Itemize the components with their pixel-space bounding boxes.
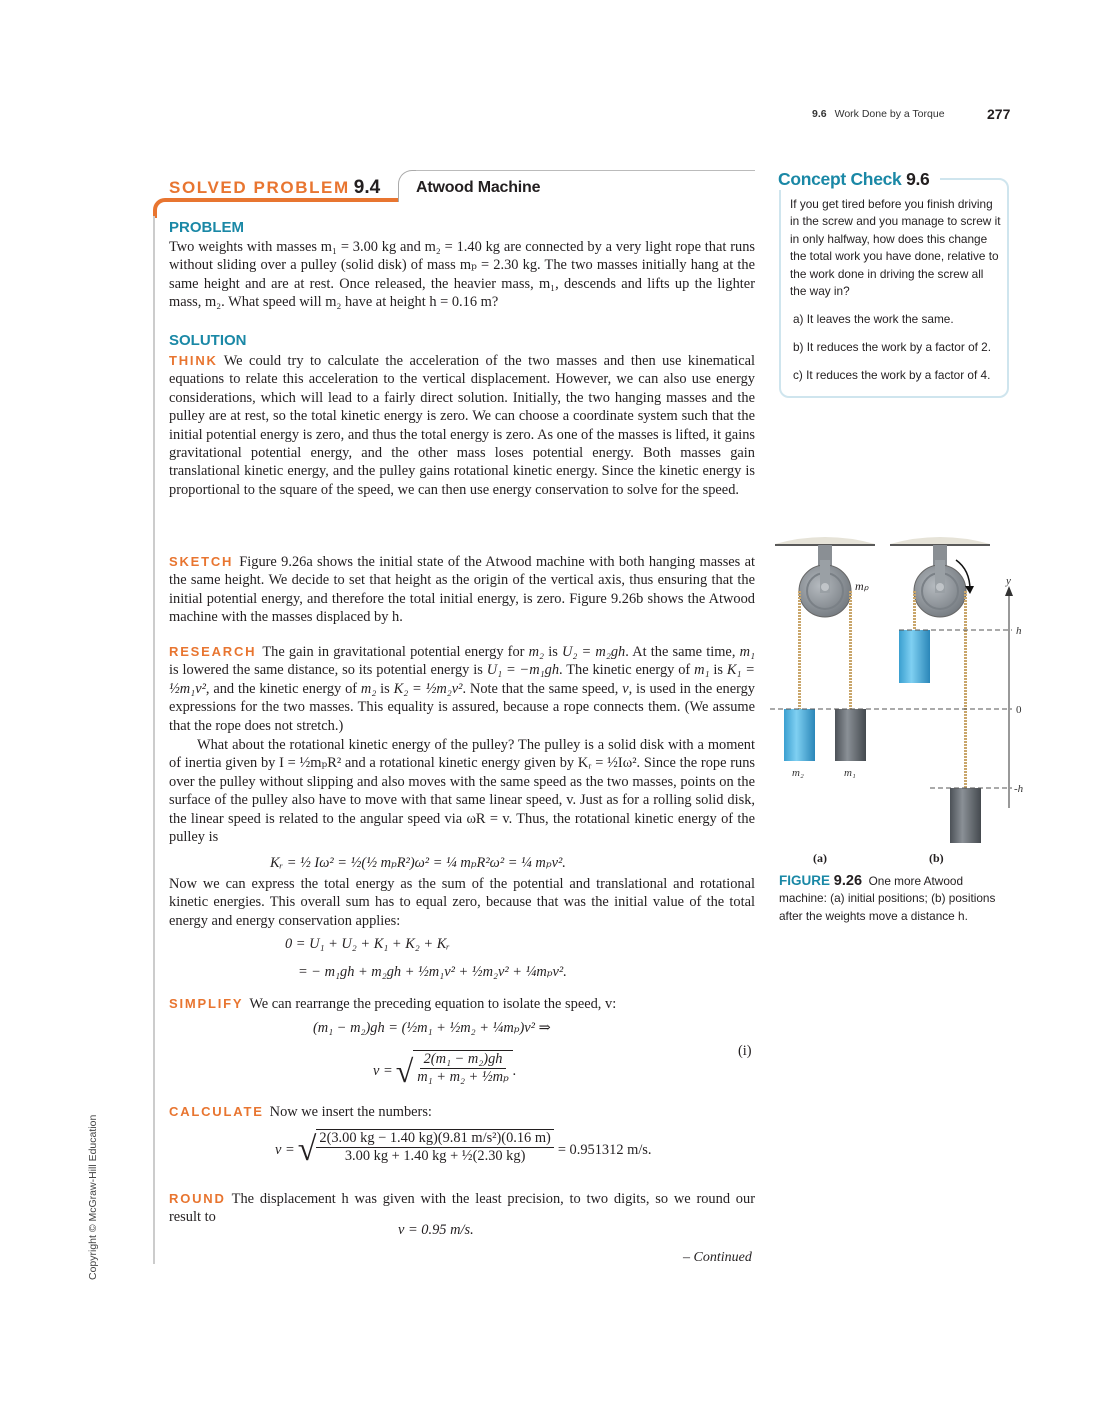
research-text: . At the same time, bbox=[625, 644, 740, 660]
think-paragraph bbox=[169, 352, 755, 499]
problem-text: Two weights with masses m₁ = 3.00 kg and m₂ = 1.40 kg are connected by a very light rope that runs without sliding over a pulley (solid disk) of mass mₚ = 2.30 kg. The two masses initially hang at the same height and are at rest. Once released, the heavier mass, m₁, descends and lifts up the lighter mass, m₂. What speed will m₂ have at height h = 0.16 m? bbox=[169, 239, 755, 311]
atwood-machine-figure bbox=[770, 530, 1040, 850]
math: m₂ bbox=[360, 680, 377, 697]
concept-check-option-c: c) It reduces the work by a factor of 4. bbox=[793, 368, 991, 382]
math: U₂ = m₂gh bbox=[561, 644, 626, 660]
running-header bbox=[812, 108, 945, 120]
math: m₁ bbox=[739, 644, 755, 660]
label-m2: m₂ bbox=[792, 767, 804, 779]
ceiling-a bbox=[775, 537, 875, 544]
fraction-denominator: m₁ + m₂ + ½mₚ bbox=[417, 1069, 509, 1085]
banner-top-rule bbox=[412, 170, 755, 171]
math: m₂ bbox=[528, 644, 545, 660]
concept-check-question: If you get tired before you finish driving in the screw and you manage to screw it in only halfway, how does this change the total work you have done, relative to the work done in driving the screw all the way in? bbox=[790, 197, 1001, 299]
solved-problem-title: Atwood Machine bbox=[416, 179, 541, 196]
equation-energy-sum-2: = − m₁gh + m₂gh + ½m₁v² + ½m₂v² + ¼mₚv². bbox=[298, 964, 567, 980]
solved-problem-number: 9.4 bbox=[353, 177, 381, 198]
tick-label-zero: 0 bbox=[1016, 704, 1022, 716]
panel-a bbox=[775, 537, 875, 779]
round-label: ROUND bbox=[169, 1191, 226, 1206]
banner-tab-curve bbox=[398, 170, 416, 202]
equation-rotational-ke: Kᵣ = ½ Iω² = ½(½ mₚR²)ω² = ¼ mₚR²ω² = ¼ mₚv². bbox=[270, 855, 566, 871]
figure-number: 9.26 bbox=[833, 873, 863, 889]
research-paragraph-1 bbox=[169, 643, 755, 735]
solved-problem-label-text: SOLVED PROBLEM bbox=[169, 178, 350, 197]
period: . bbox=[512, 1062, 517, 1079]
equation-energy-sum-1: 0 = U₁ + U₂ + K₁ + K₂ + Kᵣ bbox=[285, 936, 450, 952]
equation-result: = 0.951312 m/s. bbox=[557, 1141, 652, 1158]
simplify-text: We can rearrange the preceding equation to isolate the speed, v: bbox=[249, 996, 617, 1012]
figure-caption-label bbox=[779, 873, 862, 888]
research-text: . Note that the same speed, bbox=[462, 680, 623, 697]
sketch-paragraph bbox=[169, 553, 755, 627]
mass-m2-a bbox=[784, 709, 815, 761]
math: m₁ bbox=[694, 662, 710, 679]
math: v bbox=[622, 680, 629, 697]
research-text: is bbox=[544, 644, 562, 660]
section-title: Work Done by a Torque bbox=[834, 108, 945, 120]
left-margin-rule bbox=[153, 216, 155, 1264]
solution-heading: SOLUTION bbox=[169, 332, 247, 349]
research-text: , and the kinetic energy of bbox=[205, 680, 361, 697]
solved-problem-label bbox=[169, 177, 380, 199]
math: U₁ = −m₁gh bbox=[486, 662, 560, 679]
sqrt-symbol: √ bbox=[297, 1131, 317, 1168]
calculate-label: CALCULATE bbox=[169, 1104, 264, 1119]
concept-check-title bbox=[778, 169, 940, 190]
problem-heading: PROBLEM bbox=[169, 219, 244, 236]
concept-check-label: Concept Check bbox=[778, 169, 902, 189]
page-number: 277 bbox=[987, 106, 1011, 122]
simplify-paragraph bbox=[169, 995, 755, 1013]
panel-b-label: (b) bbox=[929, 851, 944, 865]
equation-lhs: v = bbox=[275, 1141, 295, 1158]
continued-label: – Continued bbox=[683, 1250, 752, 1265]
concept-check-option-a: a) It leaves the work the same. bbox=[793, 312, 954, 326]
equation-calculate bbox=[275, 1130, 652, 1168]
research-text: , is used in the energy expressions for the two masses. This equality is assured, because a rope connects them. (We assume that the rope does not stretch.) bbox=[169, 680, 756, 734]
round-text: The displacement h was given with the least precision, to two digits, so we round our result to bbox=[169, 1191, 755, 1226]
think-label: THINK bbox=[169, 353, 218, 368]
research-paragraph-3: Now we can express the total energy as the sum of the potential and translational and rotational kinetic energies. This overall sum has to equal zero, because that was the initial value of the total energy and energy conservation applies: bbox=[169, 876, 755, 929]
research-text: is lowered the same distance, so its potential energy is bbox=[169, 662, 487, 679]
mass-m2-b bbox=[899, 630, 930, 683]
mass-m1-a bbox=[835, 709, 866, 761]
pulley-axle-a bbox=[821, 583, 829, 591]
research-label: RESEARCH bbox=[169, 644, 257, 659]
sketch-text: Figure 9.26a shows the initial state of the Atwood machine with both hanging masses at the same height. We decide to set that height as the origin of the vertical axis, thus ensuring that the initial potential energy, and therefore the total initial energy, is zero. Figure 9.26b shows the Atwood machine with the masses displaced by h. bbox=[169, 554, 755, 626]
research-text: is bbox=[709, 662, 727, 679]
sqrt-fraction bbox=[413, 1050, 513, 1086]
panel-a-label: (a) bbox=[813, 851, 827, 865]
equation-lhs: v = bbox=[373, 1062, 393, 1079]
equation-number: (i) bbox=[738, 1043, 752, 1059]
sqrt-fraction bbox=[316, 1129, 553, 1165]
y-axis-label: y bbox=[1006, 575, 1011, 587]
tick-label-h: h bbox=[1016, 625, 1022, 637]
section-number: 9.6 bbox=[812, 108, 827, 120]
mass-m1-b bbox=[950, 788, 981, 843]
research-text: The gain in gravitational potential energy for bbox=[262, 644, 529, 660]
simplify-label: SIMPLIFY bbox=[169, 996, 244, 1011]
research-text: . The kinetic energy of bbox=[559, 662, 695, 679]
think-text: We could try to calculate the acceleration of the two masses and then use kinematical equations to relate this acceleration to the vertical displacement. However, we can also use energy considerations, which will lead to a fairly direct solution. Initially, the two hanging masses and the pulley are at rest, so the total kinetic energy is zero. We can choose a coordinate system such that the initial potential energy is zero, and thus the total energy is zero. As one of the masses is lifted, it gains gravitational potential energy, and the other mass loses potential energy. Both masses gain translational kinetic energy, and the pulley gains rotational kinetic energy. Since the kinetic energy is proportional to the square of the speed, we can then use energy conservation to solve for the speed. bbox=[169, 353, 755, 498]
pulley-axle-b bbox=[936, 583, 944, 591]
copyright-notice: Copyright © McGraw-Hill Education bbox=[87, 1114, 99, 1280]
equation-simplify-1: (m₁ − m₂)gh = (½m₁ + ½m₂ + ¼mₚ)v² ⇒ bbox=[313, 1020, 551, 1036]
fraction-numerator: 2(m₁ − m₂)gh bbox=[420, 1051, 507, 1069]
panel-b bbox=[890, 537, 990, 843]
label-mp: mₚ bbox=[855, 579, 869, 593]
math: K₂ = ½m₂v² bbox=[393, 680, 463, 697]
equation-simplify-2 bbox=[373, 1051, 517, 1089]
y-axis-arrowhead bbox=[1005, 586, 1013, 596]
tick-label-neg-h: -h bbox=[1014, 783, 1024, 795]
math: K₁ = ½m₁v² bbox=[169, 662, 755, 697]
figure-caption bbox=[779, 872, 1004, 925]
calculate-paragraph bbox=[169, 1103, 755, 1121]
fraction-numerator: 2(3.00 kg − 1.40 kg)(9.81 m/s²)(0.16 m) bbox=[316, 1130, 553, 1148]
figure-label-text: FIGURE bbox=[779, 873, 831, 888]
research-paragraph-2: What about the rotational kinetic energy of the pulley? The pulley is a solid disk with a moment of inertia given by I = ½mₚR² and a rotational kinetic energy given by Kᵣ = ½Iω². Since the rope runs over the pulley without slipping and also moves with the same speed as the two masses, points on the surface of the pulley also have to move with that same linear speed, v. Just as for a rolling solid disk, the linear speed is related to the angular speed via ωR = v. Thus, the rotational kinetic energy of the pulley is bbox=[169, 737, 755, 846]
research-text: is bbox=[376, 680, 394, 697]
equation-round: v = 0.95 m/s. bbox=[398, 1222, 474, 1238]
sketch-label: SKETCH bbox=[169, 554, 234, 569]
banner-orange-curve bbox=[153, 198, 167, 218]
concept-check-option-b: b) It reduces the work by a factor of 2. bbox=[793, 340, 992, 354]
label-m1: m₁ bbox=[844, 767, 856, 779]
figure-caption-text: One more Atwood machine: (a) initial positions; (b) positions after the weights move a distance h. bbox=[779, 874, 996, 923]
concept-check-number: 9.6 bbox=[906, 169, 930, 189]
fraction-denominator: 3.00 kg + 1.40 kg + ½(2.30 kg) bbox=[344, 1148, 526, 1164]
sqrt-symbol: √ bbox=[395, 1053, 414, 1089]
calculate-text: Now we insert the numbers: bbox=[269, 1104, 432, 1120]
ceiling-b bbox=[890, 537, 990, 544]
